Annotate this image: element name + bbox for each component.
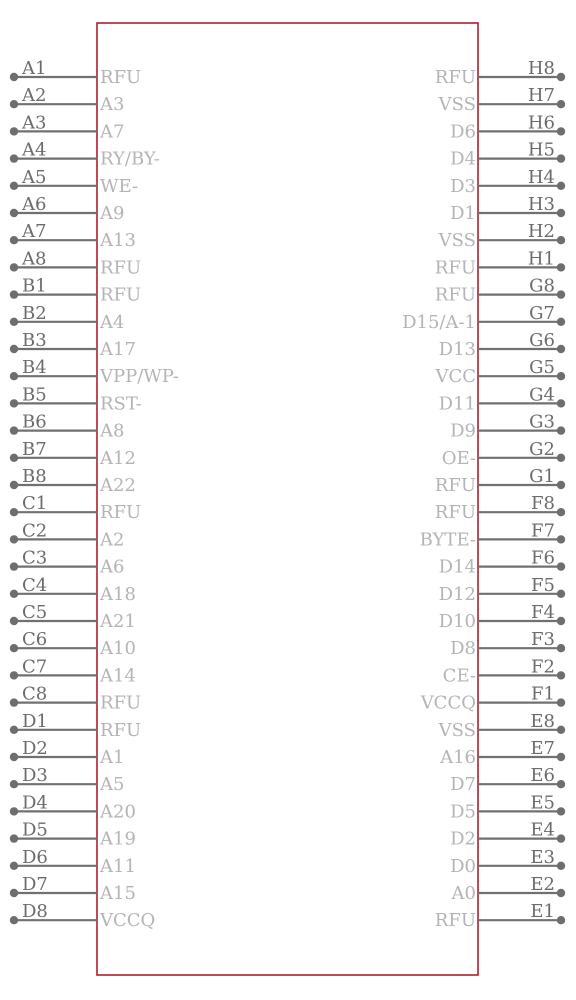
pin-b2: [10, 303, 125, 333]
pin-name: RFU: [100, 257, 142, 279]
pin-number: C2: [22, 520, 48, 542]
pin-name: A5: [100, 774, 125, 796]
pin-a2: [10, 85, 125, 115]
pin-c6: [10, 629, 136, 659]
pin-end-dot: [557, 508, 565, 516]
pin-d1: [10, 711, 141, 741]
pin-name: D14: [438, 556, 476, 578]
pin-name: A4: [100, 311, 125, 333]
pin-number: E7: [530, 738, 555, 759]
pin-g3: [450, 412, 565, 442]
pin-b7: [10, 439, 136, 469]
pin-number: F3: [531, 629, 555, 651]
pin-number: D8: [22, 901, 48, 923]
pin-end-dot: [10, 617, 18, 625]
pin-f3: [450, 629, 565, 659]
pin-number: F7: [531, 520, 555, 542]
pin-number: C5: [22, 602, 48, 623]
pin-number: F8: [531, 493, 555, 515]
pin-name: WE-: [100, 175, 139, 197]
pin-end-dot: [557, 889, 565, 897]
pin-number: B2: [22, 302, 47, 324]
pin-d7: [10, 874, 136, 904]
pin-a3: [10, 112, 125, 142]
pin-end-dot: [557, 127, 565, 135]
pin-name: VCC: [435, 366, 476, 388]
pin-number: G2: [529, 438, 555, 460]
pin-end-dot: [557, 562, 565, 570]
pin-name: D10: [438, 611, 476, 632]
pin-number: B3: [22, 330, 47, 351]
pin-name: A1: [100, 747, 125, 768]
pin-name: A11: [100, 855, 136, 877]
pin-name: VCCQ: [100, 910, 156, 932]
pin-g2: [442, 439, 566, 469]
pin-g1: [435, 466, 565, 496]
pin-c7: [10, 656, 136, 686]
pin-name: RFU: [434, 502, 476, 524]
pin-name: RFU: [100, 719, 142, 741]
pin-number: A4: [22, 139, 47, 161]
pin-end-dot: [10, 481, 18, 489]
pin-name: A17: [100, 339, 136, 360]
pin-name: D13: [438, 339, 476, 360]
pin-end-dot: [10, 780, 18, 788]
pin-name: VCCQ: [420, 692, 476, 714]
pin-end-dot: [10, 807, 18, 815]
pin-g4: [439, 384, 566, 414]
pin-number: F1: [531, 683, 555, 705]
pin-end-dot: [557, 290, 565, 298]
left-pin-column: [10, 58, 179, 931]
pin-name: A15: [100, 883, 136, 904]
pin-end-dot: [10, 508, 18, 516]
pin-number: A5: [22, 166, 47, 188]
pin-f2: [443, 656, 566, 686]
pin-number: G7: [529, 302, 555, 324]
pin-name: A21: [100, 611, 136, 632]
pin-e1: [435, 901, 565, 931]
pin-number: A1: [22, 58, 47, 79]
pin-c8: [10, 684, 141, 714]
pin-name: VSS: [438, 94, 476, 116]
pin-number: D3: [22, 765, 48, 787]
pin-h3: [450, 194, 565, 224]
pin-number: G5: [529, 357, 555, 379]
pin-end-dot: [557, 698, 565, 706]
pin-end-dot: [557, 590, 565, 598]
pin-number: H5: [527, 139, 555, 161]
pin-end-dot: [557, 154, 565, 162]
pin-end-dot: [10, 100, 18, 108]
pin-g7: [402, 303, 565, 333]
pin-number: D6: [22, 846, 48, 868]
pin-end-dot: [557, 834, 565, 842]
pin-number: A2: [22, 85, 47, 107]
pin-number: D4: [22, 792, 48, 814]
pin-name: BYTE-: [419, 529, 476, 551]
pin-e8: [438, 711, 566, 741]
pin-name: VPP/WP-: [100, 366, 179, 388]
pin-end-dot: [557, 236, 565, 244]
pin-end-dot: [557, 100, 565, 108]
pin-c2: [10, 520, 125, 550]
pin-end-dot: [10, 263, 18, 271]
pin-number: H4: [527, 166, 555, 188]
pin-end-dot: [557, 426, 565, 434]
pin-end-dot: [10, 290, 18, 298]
pin-name: RFU: [100, 692, 142, 714]
pin-g8: [435, 276, 565, 306]
pin-number: H3: [527, 194, 555, 215]
pin-name: A8: [100, 420, 125, 442]
pin-c1: [10, 493, 141, 523]
pin-number: D1: [22, 710, 48, 732]
pin-end-dot: [557, 209, 565, 217]
pin-number: C6: [22, 629, 48, 651]
pin-number: G6: [529, 330, 555, 351]
pin-end-dot: [10, 73, 18, 81]
pin-end-dot: [557, 399, 565, 407]
pin-end-dot: [10, 644, 18, 652]
pin-name: A2: [100, 529, 125, 551]
pin-b6: [10, 412, 125, 442]
pin-end-dot: [10, 834, 18, 842]
pin-a7: [10, 221, 136, 251]
pin-end-dot: [10, 318, 18, 326]
pin-e5: [450, 792, 565, 822]
pin-name: OE-: [441, 447, 476, 469]
pin-end-dot: [10, 590, 18, 598]
pin-end-dot: [557, 726, 565, 734]
pin-end-dot: [557, 617, 565, 625]
pin-name: A13: [100, 230, 136, 252]
pin-a1: [10, 58, 141, 88]
pin-name: A3: [100, 94, 125, 116]
pin-number: F4: [531, 602, 555, 623]
pin-end-dot: [557, 182, 565, 190]
pin-name: A18: [100, 583, 136, 605]
pin-name: D8: [450, 638, 476, 660]
pin-f1: [420, 684, 566, 714]
pin-name: RFU: [434, 475, 476, 496]
pin-number: D5: [22, 819, 48, 841]
pin-number: B1: [22, 275, 47, 297]
pin-b8: [10, 466, 136, 496]
pin-name: A20: [100, 801, 136, 823]
pin-number: E1: [530, 901, 555, 923]
pin-b5: [10, 384, 142, 414]
pin-d5: [10, 820, 136, 850]
pin-end-dot: [10, 426, 18, 434]
pin-a8: [10, 248, 141, 278]
pin-number: C1: [22, 493, 48, 515]
pin-e2: [451, 874, 566, 904]
pin-end-dot: [10, 535, 18, 543]
pin-name: RFU: [100, 502, 142, 524]
pin-end-dot: [10, 916, 18, 924]
pin-a5: [10, 167, 138, 197]
pin-end-dot: [557, 862, 565, 870]
pin-f8: [435, 493, 565, 523]
pin-name: RFU: [100, 284, 142, 306]
pin-number: B5: [22, 384, 47, 406]
pin-f5: [439, 575, 566, 605]
pin-end-dot: [10, 345, 18, 353]
pin-number: B6: [22, 411, 47, 433]
pin-name: RFU: [434, 910, 476, 932]
pin-e6: [450, 765, 565, 795]
pin-name: RFU: [434, 257, 476, 279]
pin-name: A7: [100, 121, 125, 143]
pin-name: D1: [450, 203, 476, 224]
pin-name: A10: [100, 638, 136, 660]
pin-end-dot: [557, 372, 565, 380]
pin-name: A6: [100, 556, 125, 578]
pin-name: D2: [450, 828, 476, 850]
pin-h6: [450, 112, 565, 142]
pin-end-dot: [557, 345, 565, 353]
pin-number: H8: [527, 58, 555, 79]
pin-number: C4: [22, 574, 48, 596]
pin-end-dot: [10, 671, 18, 679]
pin-e7: [439, 738, 565, 768]
pin-number: E8: [530, 710, 555, 732]
pin-number: G4: [529, 384, 555, 406]
pin-number: B8: [22, 466, 47, 487]
pin-d8: [10, 901, 156, 931]
pin-c3: [10, 548, 125, 578]
pin-name: D6: [450, 121, 476, 143]
pin-end-dot: [557, 263, 565, 271]
pin-number: H7: [527, 85, 555, 107]
pin-name: D0: [450, 855, 476, 877]
pin-b4: [10, 357, 179, 387]
pin-end-dot: [557, 318, 565, 326]
pin-number: H2: [527, 221, 555, 243]
pin-number: C8: [22, 683, 48, 705]
pin-f7: [420, 520, 566, 550]
pin-name: VSS: [438, 230, 476, 252]
pin-d2: [10, 738, 125, 768]
pin-number: E3: [530, 846, 555, 868]
pin-end-dot: [10, 399, 18, 407]
pin-h7: [438, 85, 566, 115]
pin-number: F6: [531, 547, 555, 569]
pin-h4: [450, 167, 565, 197]
pin-number: H6: [527, 112, 555, 134]
pin-b3: [10, 330, 136, 360]
pin-end-dot: [557, 535, 565, 543]
pin-b1: [10, 276, 141, 306]
pin-c4: [10, 575, 136, 605]
pin-d4: [10, 792, 136, 822]
pin-end-dot: [557, 807, 565, 815]
pin-d6: [10, 847, 136, 877]
pin-number: C3: [22, 547, 48, 569]
pin-number: A7: [22, 221, 47, 243]
pin-g5: [434, 357, 565, 387]
pin-name: A0: [451, 883, 476, 904]
pin-end-dot: [10, 889, 18, 897]
pin-number: A3: [22, 112, 47, 134]
pin-number: C7: [22, 656, 48, 678]
pin-end-dot: [557, 780, 565, 788]
pin-end-dot: [557, 753, 565, 761]
pin-name: VSS: [438, 719, 476, 741]
pin-number: G3: [529, 411, 555, 433]
pin-name: D9: [450, 420, 476, 442]
pin-h2: [438, 221, 566, 251]
pin-end-dot: [10, 127, 18, 135]
pin-number: F2: [531, 656, 555, 678]
pin-g6: [439, 330, 566, 360]
pin-end-dot: [557, 644, 565, 652]
pin-h8: [435, 58, 565, 88]
pin-name: D12: [438, 583, 476, 605]
pin-number: H1: [527, 248, 555, 270]
pin-end-dot: [10, 698, 18, 706]
pin-end-dot: [557, 73, 565, 81]
pin-number: E6: [530, 765, 555, 787]
pin-name: RST-: [100, 393, 142, 415]
pin-number: D2: [22, 738, 48, 759]
pin-number: E4: [530, 819, 555, 841]
pin-end-dot: [10, 236, 18, 244]
pin-end-dot: [10, 372, 18, 380]
pin-end-dot: [10, 562, 18, 570]
pin-end-dot: [10, 726, 18, 734]
pin-end-dot: [10, 209, 18, 217]
pin-name: A9: [100, 203, 125, 224]
pin-d3: [10, 765, 125, 795]
pin-e4: [450, 820, 565, 850]
pin-h1: [435, 248, 565, 278]
pin-name: A22: [100, 475, 136, 496]
pin-end-dot: [557, 916, 565, 924]
pin-name: RFU: [100, 67, 142, 88]
pin-name: CE-: [442, 665, 476, 687]
pin-end-dot: [557, 454, 565, 462]
pin-a6: [10, 194, 125, 224]
pin-number: D7: [22, 874, 48, 895]
pin-number: E5: [530, 792, 555, 814]
pin-name: D11: [438, 393, 476, 415]
pin-number: G1: [529, 466, 555, 487]
pin-end-dot: [10, 182, 18, 190]
pin-name: RY/BY-: [100, 148, 160, 170]
pin-name: A19: [100, 828, 136, 850]
pin-number: B4: [22, 357, 47, 379]
pin-name: D4: [450, 148, 476, 170]
pin-f4: [439, 602, 566, 632]
pin-f6: [439, 548, 566, 578]
pin-number: A6: [22, 194, 47, 215]
pin-name: A12: [100, 447, 136, 469]
pin-name: D3: [450, 175, 476, 197]
pin-number: B7: [22, 438, 47, 460]
pin-end-dot: [10, 862, 18, 870]
pin-end-dot: [557, 481, 565, 489]
pin-name: D5: [450, 801, 476, 823]
pin-number: G8: [529, 275, 555, 297]
pin-name: D7: [450, 774, 476, 796]
pin-name: A16: [440, 747, 476, 768]
pin-name: RFU: [434, 67, 476, 88]
pin-end-dot: [10, 154, 18, 162]
pin-name: D15/A-1: [402, 311, 476, 333]
pin-e3: [450, 847, 565, 877]
pin-c5: [10, 602, 136, 632]
pin-number: F5: [531, 574, 555, 596]
pin-name: A14: [100, 665, 136, 687]
pin-end-dot: [557, 671, 565, 679]
pin-number: E2: [530, 874, 555, 895]
pin-number: A8: [22, 248, 47, 270]
pin-end-dot: [10, 454, 18, 462]
pin-a4: [10, 140, 160, 170]
pin-name: RFU: [434, 284, 476, 306]
pin-h5: [450, 140, 565, 170]
pin-end-dot: [10, 753, 18, 761]
right-pin-column: [402, 58, 565, 931]
